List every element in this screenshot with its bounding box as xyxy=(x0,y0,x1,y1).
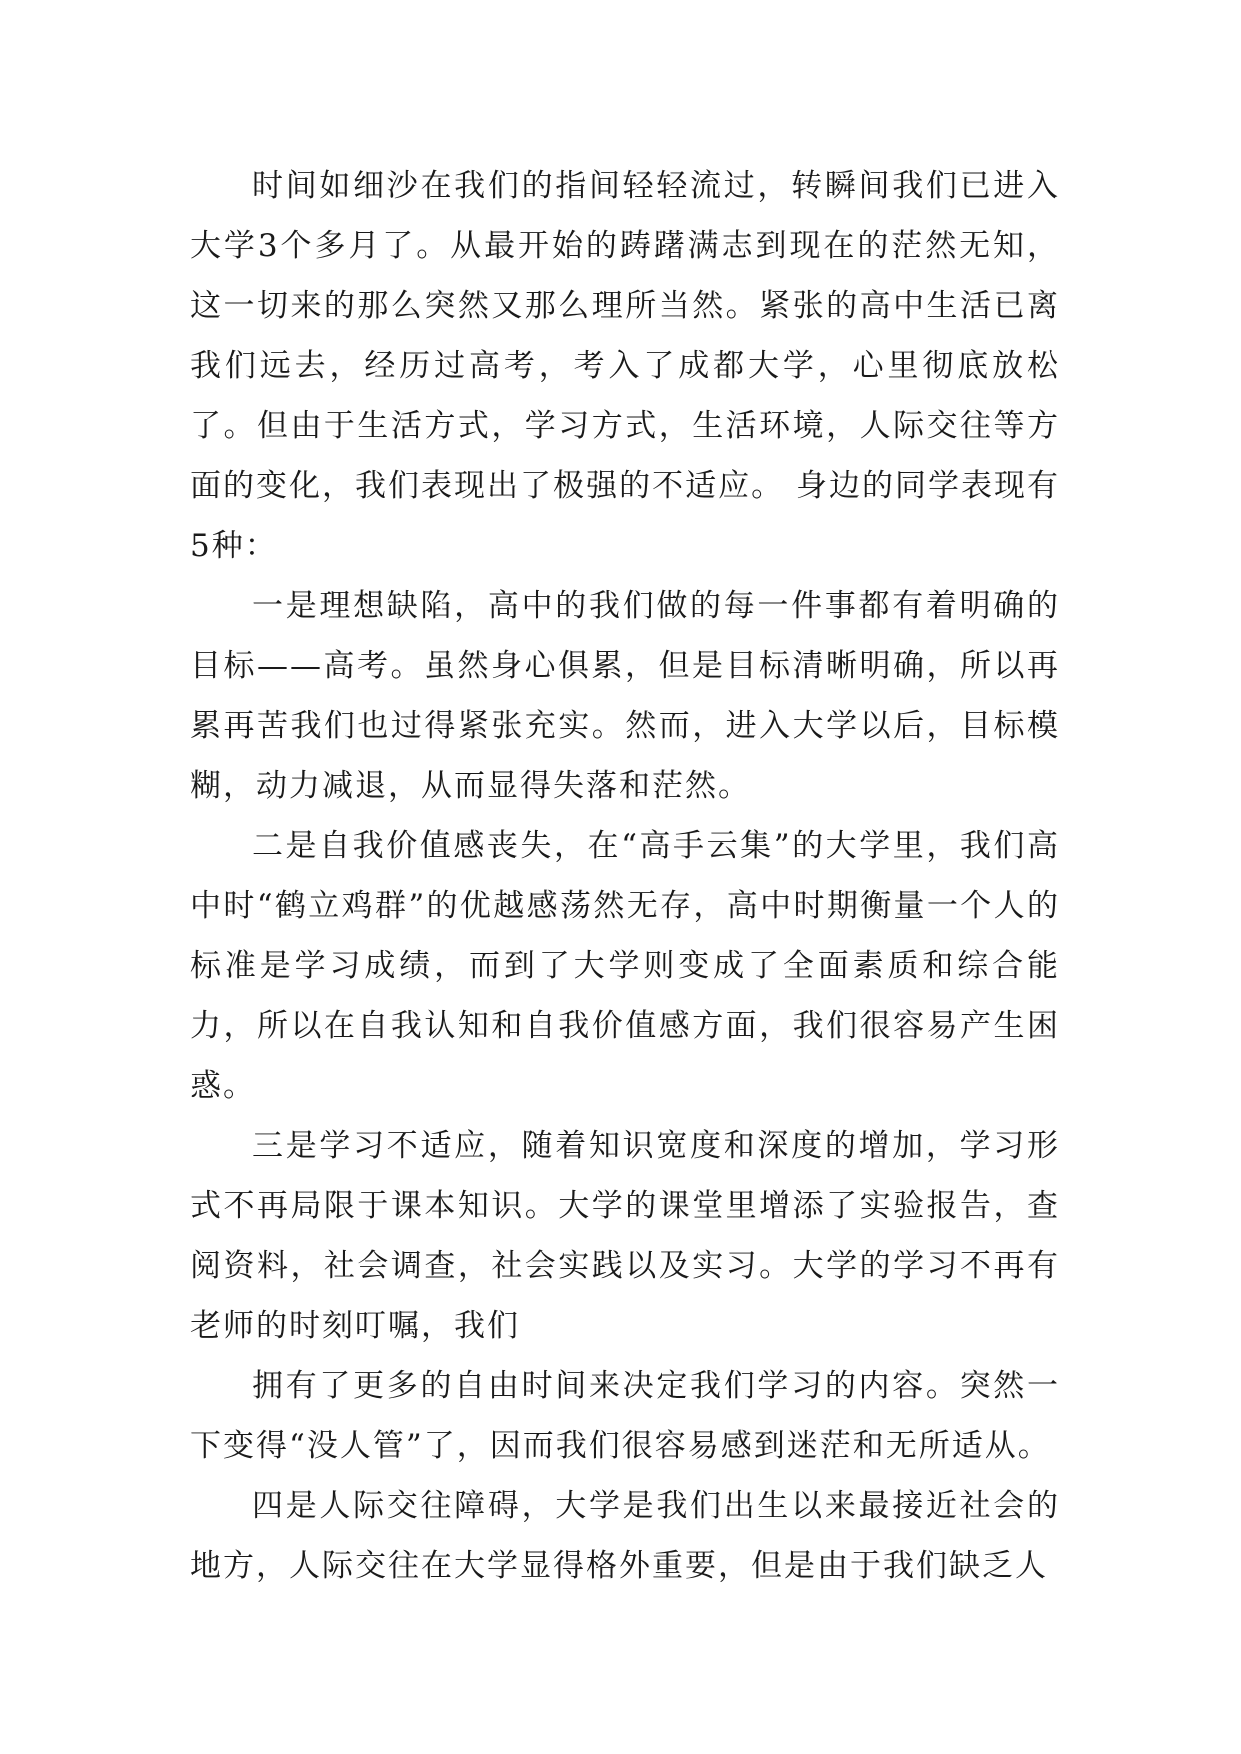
paragraph-point-two: 二是自我价值感丧失，在“高手云集”的大学里，我们高中时“鹤立鸡群”的优越感荡然无存，高中时期衡量一个人的标准是学习成绩，而到了大学则变成了全面素质和综合能力，所以在自我认知和自我价值感方面，我们很容易产生困惑。 xyxy=(190,828,1060,1104)
paragraph-point-three: 三是学习不适应，随着知识宽度和深度的增加，学习形式不再局限于课本知识。大学的课堂里增添了实验报告，查阅资料，社会调查，社会实践以及实习。大学的学习不再有老师的时刻叮嘱，我们 xyxy=(190,1128,1060,1344)
paragraph-point-one: 一是理想缺陷，高中的我们做的每一件事都有着明确的目标——高考。虽然身心俱累，但是目标清晰明确，所以再累再苦我们也过得紧张充实。然而，进入大学以后，目标模糊，动力减退，从而显得失落和茫然。 xyxy=(190,588,1060,804)
paragraph-intro: 时间如细沙在我们的指间轻轻流过，转瞬间我们已进入大学3个多月了。从最开始的踌躇满志到现在的茫然无知，这一切来的那么突然又那么理所当然。紧张的高中生活已离我们远去，经历过高考，考入了成都大学，心里彻底放松了。但由于生活方式，学习方式，生活环境，人际交往等方面的变化，我们表现出了极强的不适应。 身边的同学表现有5种： xyxy=(190,168,1060,564)
paragraph-point-four: 四是人际交往障碍，大学是我们出生以来最接近社会的地方，人际交往在大学显得格外重要，但是由于我们缺乏人 xyxy=(190,1488,1060,1584)
document-body xyxy=(190,156,1060,1596)
paragraph-point-three-continued: 拥有了更多的自由时间来决定我们学习的内容。突然一下变得“没人管”了，因而我们很容易感到迷茫和无所适从。 xyxy=(190,1368,1060,1464)
